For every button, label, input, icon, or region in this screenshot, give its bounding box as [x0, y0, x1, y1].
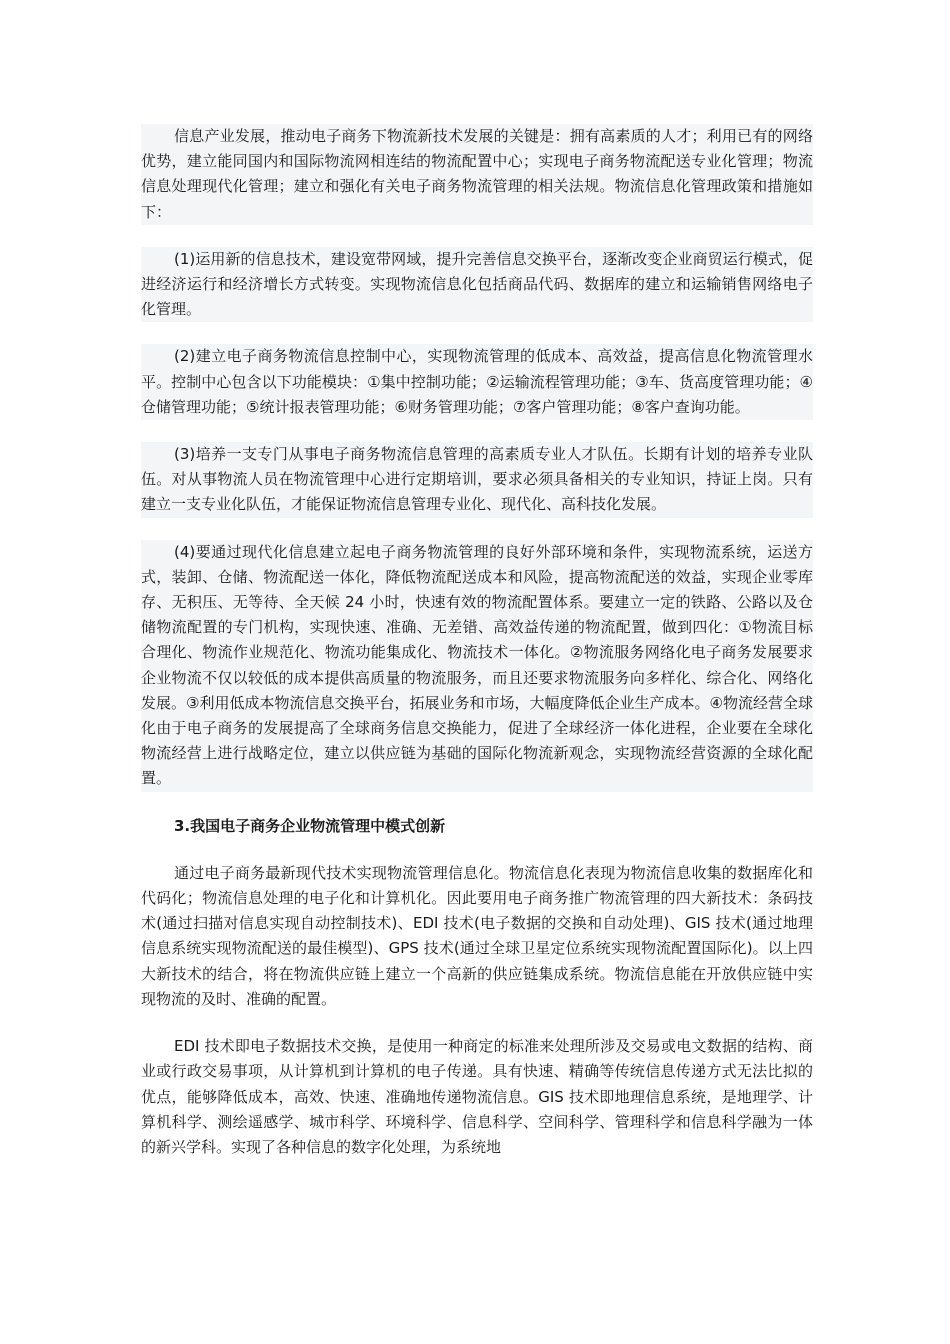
paragraph-measure-2: (2)建立电子商务物流信息控制中心，实现物流管理的低成本、高效益，提高信息化物流管理水平。控制中心包含以下功能模块：①集中控制功能；②运输流程管理功能；③车、货高度管理功能；④仓储管理功能；⑤统计报表管理功能；⑥财务管理功能；⑦客户管理功能；⑧客户查询功能。 [141, 344, 813, 420]
paragraph-measure-3: (3)培养一支专门从事电子商务物流信息管理的高素质专业人才队伍。长期有计划的培养专业队伍。对从事物流人员在物流管理中心进行定期培训，要求必须具备相关的专业知识，持证上岗。只有建立一支专业化队伍，才能保证物流信息管理专业化、现代化、高科技化发展。 [141, 442, 813, 518]
paragraph-edi-gis: EDI 技术即电子数据技术交换，是使用一种商定的标准来处理所涉及交易或电文数据的结构、商业或行政交易事项，从计算机到计算机的电子传递。具有快速、精确等传统信息传递方式无法比拟的优点，能够降低成本，高效、快速、准确地传递物流信息。GIS 技术即地理信息系统，是地理学、计算机科学、测绘遥感学、城市科学、环境科学、信息科学、空间科学、管理科学和信息科学融为一体的新兴学科。实现了各种信息的数字化处理，为系统地 [141, 1037, 813, 1156]
paragraph-technologies: 通过电子商务最新现代技术实现物流管理信息化。物流信息化表现为物流信息收集的数据库化和代码化；物流信息处理的电子化和计算机化。因此要用电子商务推广物流管理的四大新技术：条码技术(通过扫描对信息实现自动控制技术)、EDI 技术(电子数据的交换和自动处理)、GIS 技术(通过地理信息系统实现物流配送的最佳模型)、GPS 技术(通过全球卫星定位系统实现物流配置国际化)。以上四大新技术的结合，将在物流供应链上建立一个高新的供应链集成系统。物流信息能在开放供应链中实现物流的及时、准确的配置。 [141, 863, 813, 1008]
paragraph-intro: 信息产业发展，推动电子商务下物流新技术发展的关键是：拥有高素质的人才；利用已有的网络优势，建立能同国内和国际物流网相连结的物流配置中心；实现电子商务物流配送专业化管理；物流信息处理现代化管理；建立和强化有关电子商务物流管理的相关法规。物流信息化管理政策和措施如下： [141, 124, 813, 225]
section-heading: 3.我国电子商务企业物流管理中模式创新 [174, 816, 446, 835]
paragraph-measure-4: (4)要通过现代化信息建立起电子商务物流管理的良好外部环境和条件，实现物流系统，运送方式，装卸、仓储、物流配送一体化，降低物流配送成本和风险，提高物流配送的效益，实现企业零库存、无积压、无等待、全天候 24 小时，快速有效的物流配置体系。要建立一定的铁路、公路以及仓储物流配置的专门机构，实现快速、准确、无差错、高效益传递的物流配置，做到四化：①物流目标合理化、物流作业规范化、物流功能集成化、物流技术一体化。②物流服务网络化电子商务发展要求企业物流不仅以较低的成本提供高质量的物流服务，而且还要求物流服务向多样化、综合化、网络化发展。③利用低成本物流信息交换平台，拓展业务和市场，大幅度降低企业生产成本。④物流经营全球化由于电子商务的发展提高了全球商务信息交换能力，促进了全球经济一体化进程，企业要在全球化物流经营上进行战略定位，建立以供应链为基础的国际化物流新观念，实现物流经营资源的全球化配置。 [141, 540, 813, 792]
paragraph-measure-1: (1)运用新的信息技术，建设宽带网域，提升完善信息交换平台，逐渐改变企业商贸运行模式，促进经济运行和经济增长方式转变。实现物流信息化包括商品代码、数据库的建立和运输销售网络电子化管理。 [141, 247, 813, 323]
document-page [141, 124, 813, 1182]
